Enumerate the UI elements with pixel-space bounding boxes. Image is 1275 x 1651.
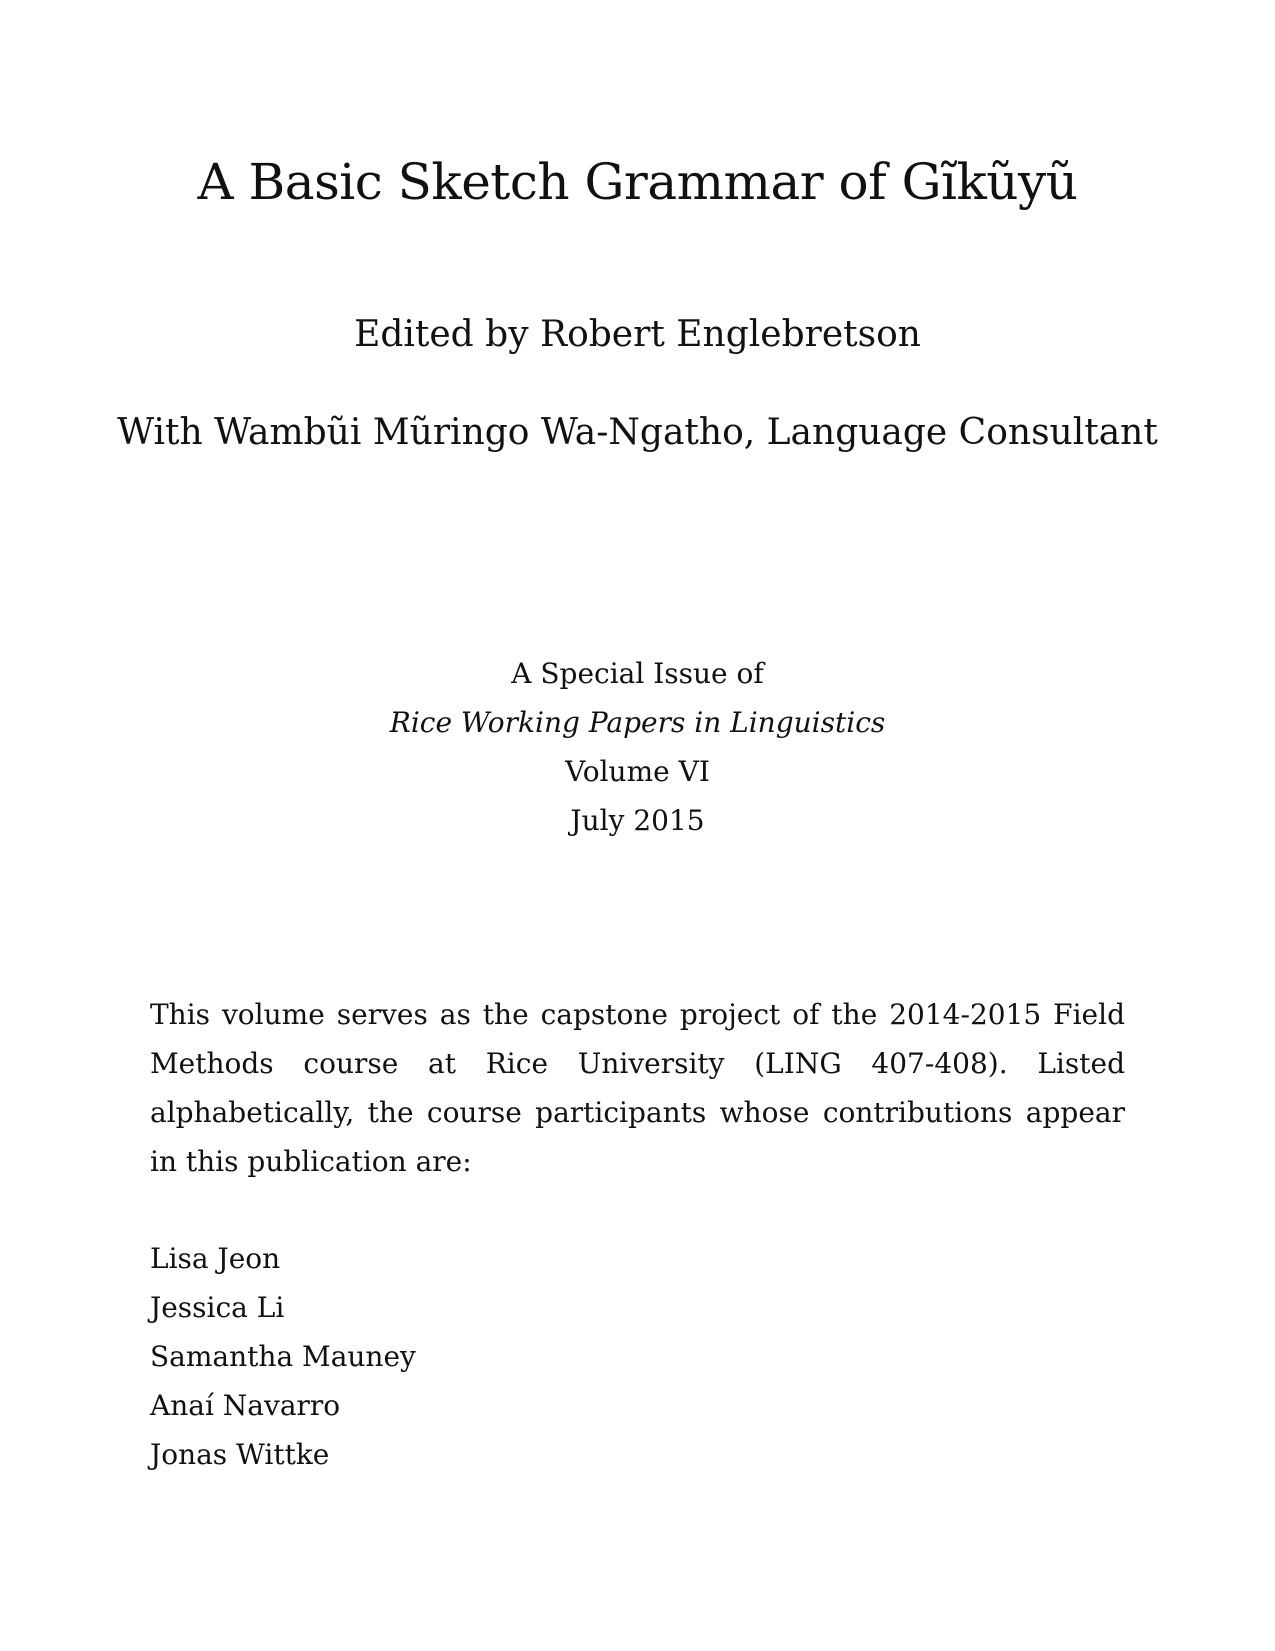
special-issue-label: A Special Issue of: [511, 657, 764, 690]
participant-name: Jonas Wittke: [150, 1438, 330, 1471]
participant-name: Lisa Jeon: [150, 1242, 281, 1275]
special-issue-block: [0, 649, 1275, 845]
issue-date: July 2015: [570, 804, 705, 837]
editor-line: Edited by Robert Englebretson: [354, 314, 921, 355]
consultant-line: With Wambũi Mũringo Wa-Ngatho, Language Consultant: [117, 412, 1158, 453]
participants-list: [150, 1234, 416, 1479]
document-title: A Basic Sketch Grammar of Gĩkũyũ: [197, 153, 1078, 211]
journal-name: Rice Working Papers in Linguistics: [389, 706, 886, 739]
volume-label: Volume VI: [565, 755, 710, 788]
participant-name: Anaí Navarro: [150, 1389, 341, 1422]
intro-paragraph: This volume serves as the capstone project of the 2014-2015 Field Methods course at Rice University (LING 407-408). Listed alphabetically, the course participants whose contributions appear in this publication are:: [150, 998, 1125, 1178]
participant-name: Jessica Li: [150, 1291, 285, 1324]
participant-name: Samantha Mauney: [150, 1340, 416, 1373]
